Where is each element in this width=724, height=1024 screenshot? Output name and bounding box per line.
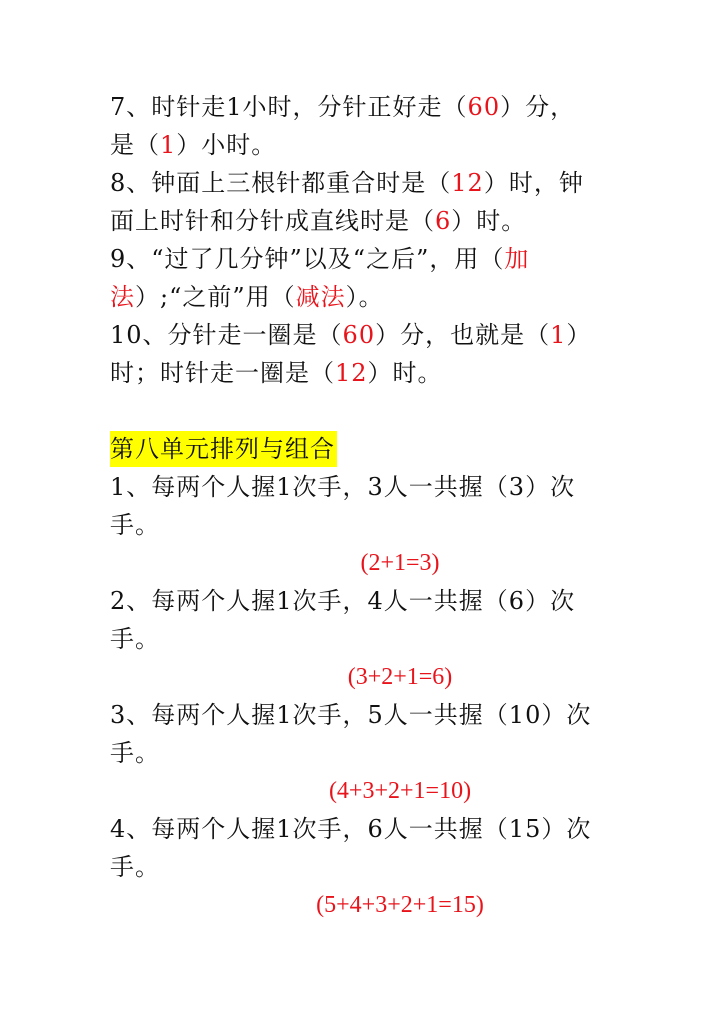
handshake-2-formula: (3+2+1=6) <box>347 664 453 690</box>
handshake-2-line-1: 2、每两个人握1次手，4人一共握（6）次 <box>110 587 576 615</box>
section-heading <box>110 430 610 468</box>
answer: 6 <box>435 207 452 235</box>
question-7-line-1: 7、时针走1小时，分针正好走（60）分， <box>110 93 576 121</box>
highlighted-heading: 第八单元排列与组合 <box>110 431 337 467</box>
answer: 60 <box>342 321 376 349</box>
handshake-1-formula: (2+1=3) <box>360 550 440 576</box>
answer: 减法 <box>295 283 346 311</box>
question-8-line-1: 8、钟面上三根针都重合时是（12）时，钟 <box>110 169 584 197</box>
question-9-line-2: 法）;“之前”用（减法）。 <box>110 283 384 311</box>
question-9-line-1: 9、“过了几分钟”以及“之后”，用（加 <box>110 245 530 273</box>
question-10-line-1: 10、分针走一圈是（60）分，也就是（1） <box>110 321 592 349</box>
handshake-3-line-2: 手。 <box>110 739 160 767</box>
handshake-1-line-1: 1、每两个人握1次手，3人一共握（3）次 <box>110 473 576 501</box>
answer: 法 <box>110 283 135 311</box>
answer: 12 <box>335 359 368 387</box>
question-10-line-2: 时；时针走一圈是（12）时。 <box>110 359 443 387</box>
handshake-3-line-1: 3、每两个人握1次手，5人一共握（10）次 <box>110 701 592 729</box>
handshake-4-formula: (5+4+3+2+1=15) <box>316 892 484 918</box>
answer: 1 <box>550 321 567 349</box>
answer: 加 <box>504 245 530 273</box>
question-8-line-2: 面上时针和分针成直线时是（6）时。 <box>110 207 527 235</box>
document-content <box>110 88 610 924</box>
handshake-4-line-1: 4、每两个人握1次手，6人一共握（15）次 <box>110 815 592 843</box>
question-7-line-2: 是（1）小时。 <box>110 131 277 159</box>
answer: 1 <box>160 131 177 159</box>
answer: 12 <box>451 169 484 197</box>
handshake-1-line-2: 手。 <box>110 511 160 539</box>
handshake-2-line-2: 手。 <box>110 625 160 653</box>
handshake-4-line-2: 手。 <box>110 853 160 881</box>
handshake-3-formula: (4+3+2+1=10) <box>328 778 472 804</box>
answer: 60 <box>467 93 501 121</box>
